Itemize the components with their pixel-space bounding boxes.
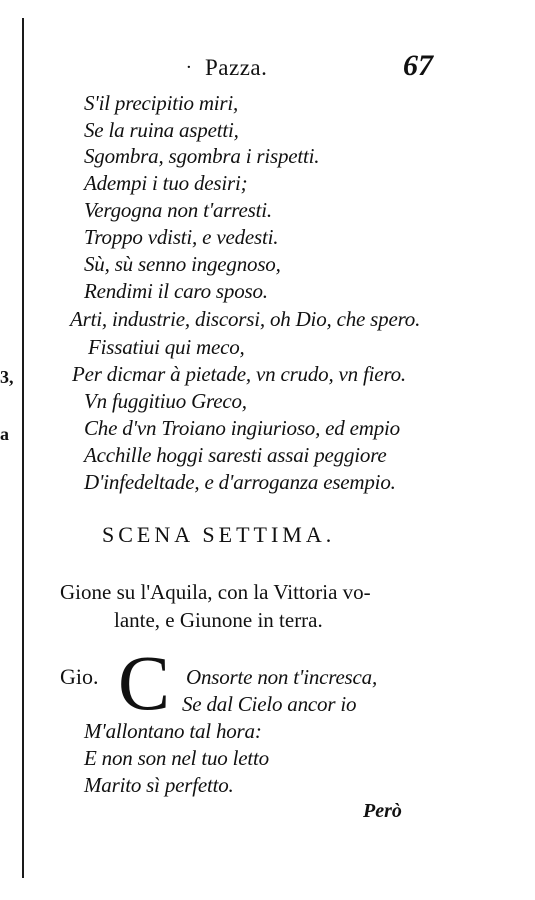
- margin-mark: a: [0, 424, 9, 444]
- verse-line: S'il precipitio miri,: [84, 91, 239, 115]
- header-dot: ·: [186, 57, 192, 78]
- verse-line: Arti, industrie, discorsi, oh Dio, che spero.: [70, 307, 421, 331]
- binding-edge-line: [22, 18, 24, 878]
- page-number: 67: [403, 49, 433, 82]
- verse-line: Per dістar à pietade, vn crudo, vn fiero.: [72, 362, 406, 386]
- drop-cap-letter: C: [118, 639, 171, 726]
- catchword: Però: [363, 800, 402, 822]
- stage-direction-line: Gione su l'Aquila, con la Vittoria vo-: [60, 580, 371, 604]
- verse-line: Marito sì perfetto.: [84, 773, 234, 797]
- verse-line: Acchille hoggi saresti assai peggiore: [84, 443, 387, 467]
- verse-line: M'allontano tal hora:: [84, 719, 262, 743]
- verse-line: Onsorte non t'incresca,: [186, 665, 378, 689]
- verse-line: Vn fuggitiuo Greco,: [84, 389, 247, 413]
- verse-line: D'infedeltade, e d'arroganza esempio.: [84, 470, 396, 494]
- running-title: Pazza.: [205, 55, 268, 80]
- verse-line: Se dal Cielo ancor io: [182, 692, 357, 716]
- running-header: [0, 49, 535, 85]
- verse-line: Sgombra, sgombra i rispetti.: [84, 144, 320, 168]
- verse-line: Adempi i tuo desiri;: [84, 171, 248, 195]
- verse-line: Se la ruina aspetti,: [84, 118, 239, 142]
- margin-mark: 3,: [0, 367, 14, 387]
- speaker-name: Gio.: [60, 664, 99, 689]
- verse-line: Vergogna non t'arresti.: [84, 198, 272, 222]
- verse-line: Sù, sù senno ingegnoso,: [84, 252, 281, 276]
- scene-heading: SCENA SETTIMA.: [102, 522, 336, 547]
- verse-line: Rendimi il caro sposo.: [84, 279, 268, 303]
- verse-line: Che d'vn Troiano ingiurioso, ed empio: [84, 416, 400, 440]
- stage-direction-line: lante, e Giunone in terra.: [114, 608, 323, 632]
- verse-line: Fissatiui qui meco,: [88, 335, 245, 359]
- verse-line: Troppo vdisti, e vedesti.: [84, 225, 279, 249]
- verse-line: E non son nel tuo letto: [84, 746, 269, 770]
